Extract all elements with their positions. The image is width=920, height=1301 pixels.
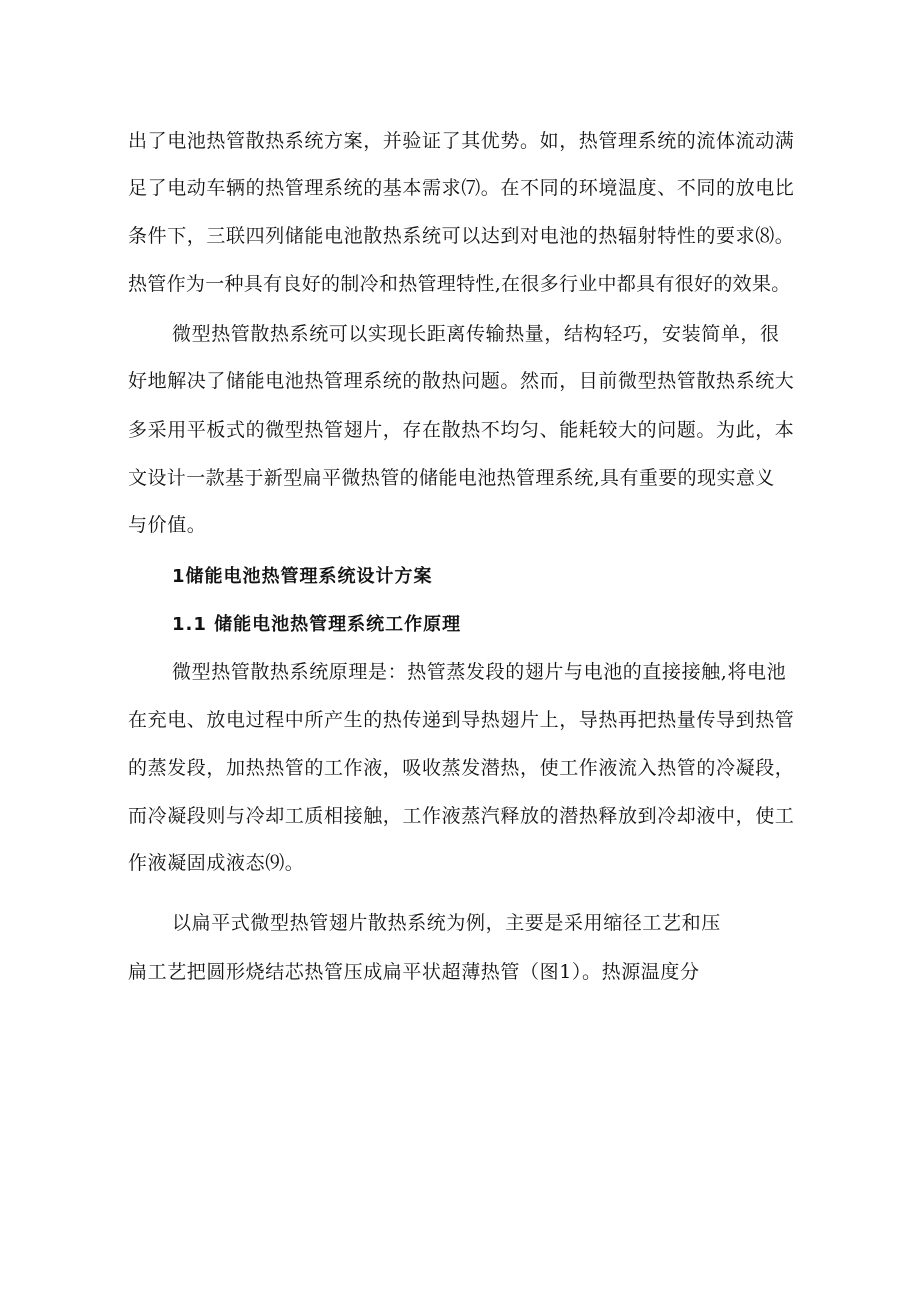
paragraph-2-line-2: 好地解决了储能电池热管理系统的散热问题。然而，目前微型热管散热系统大	[128, 370, 795, 392]
paragraph-2-line-5: 与价值。	[128, 514, 207, 536]
paragraph-3-line-2: 在充电、放电过程中所产生的热传递到导热翅片上，导热再把热量传导到热管	[128, 709, 795, 731]
section-heading-1-1: 1.1 储能电池热管理系统工作原理	[172, 614, 462, 635]
paragraph-1-line-1: 出了电池热管散热系统方案，并验证了其优势。如，热管理系统的流体流动满	[128, 130, 795, 152]
paragraph-1-line-3: 条件下，三联四列储能电池散热系统可以达到对电池的热辐射特性的要求⑻。	[128, 225, 795, 247]
paragraph-3-line-5: 作液凝固成液态⑼。	[128, 852, 305, 874]
paragraph-3-line-3: 的蒸发段，加热热管的工作液，吸收蒸发潜热，使工作液流入热管的冷凝段，	[128, 757, 795, 779]
paragraph-1-line-4: 热管作为一种具有良好的制冷和热管理特性,在很多行业中都具有很好的效果。	[128, 273, 791, 295]
paragraph-3-line-1: 微型热管散热系统原理是：热管蒸发段的翅片与电池的直接接触,将电池	[172, 661, 787, 683]
paragraph-2-line-4: 文设计一款基于新型扁平微热管的储能电池热管理系统,具有重要的现实意义	[128, 467, 775, 489]
paragraph-3-line-4: 而冷凝段则与冷却工质相接触，工作液蒸汽释放的潜热释放到冷却液中，使工	[128, 805, 795, 827]
paragraph-2-line-1: 微型热管散热系统可以实现长距离传输热量，结构轻巧，安装简单，很	[172, 323, 780, 345]
section-heading-1: 1储能电池热管理系统设计方案	[172, 566, 433, 587]
paragraph-2-line-3: 多采用平板式的微型热管翅片，存在散热不均匀、能耗较大的问题。为此，本	[128, 419, 795, 441]
paragraph-4-line-1: 以扁平式微型热管翅片散热系统为例，主要是采用缩径工艺和压	[172, 912, 721, 934]
paragraph-4-line-2: 扁工艺把圆形烧结芯热管压成扁平状超薄热管（图1）。热源温度分	[128, 961, 700, 983]
paragraph-1-line-2: 足了电动车辆的热管理系统的基本需求⑺。在不同的环境温度、不同的放电比	[128, 177, 795, 199]
